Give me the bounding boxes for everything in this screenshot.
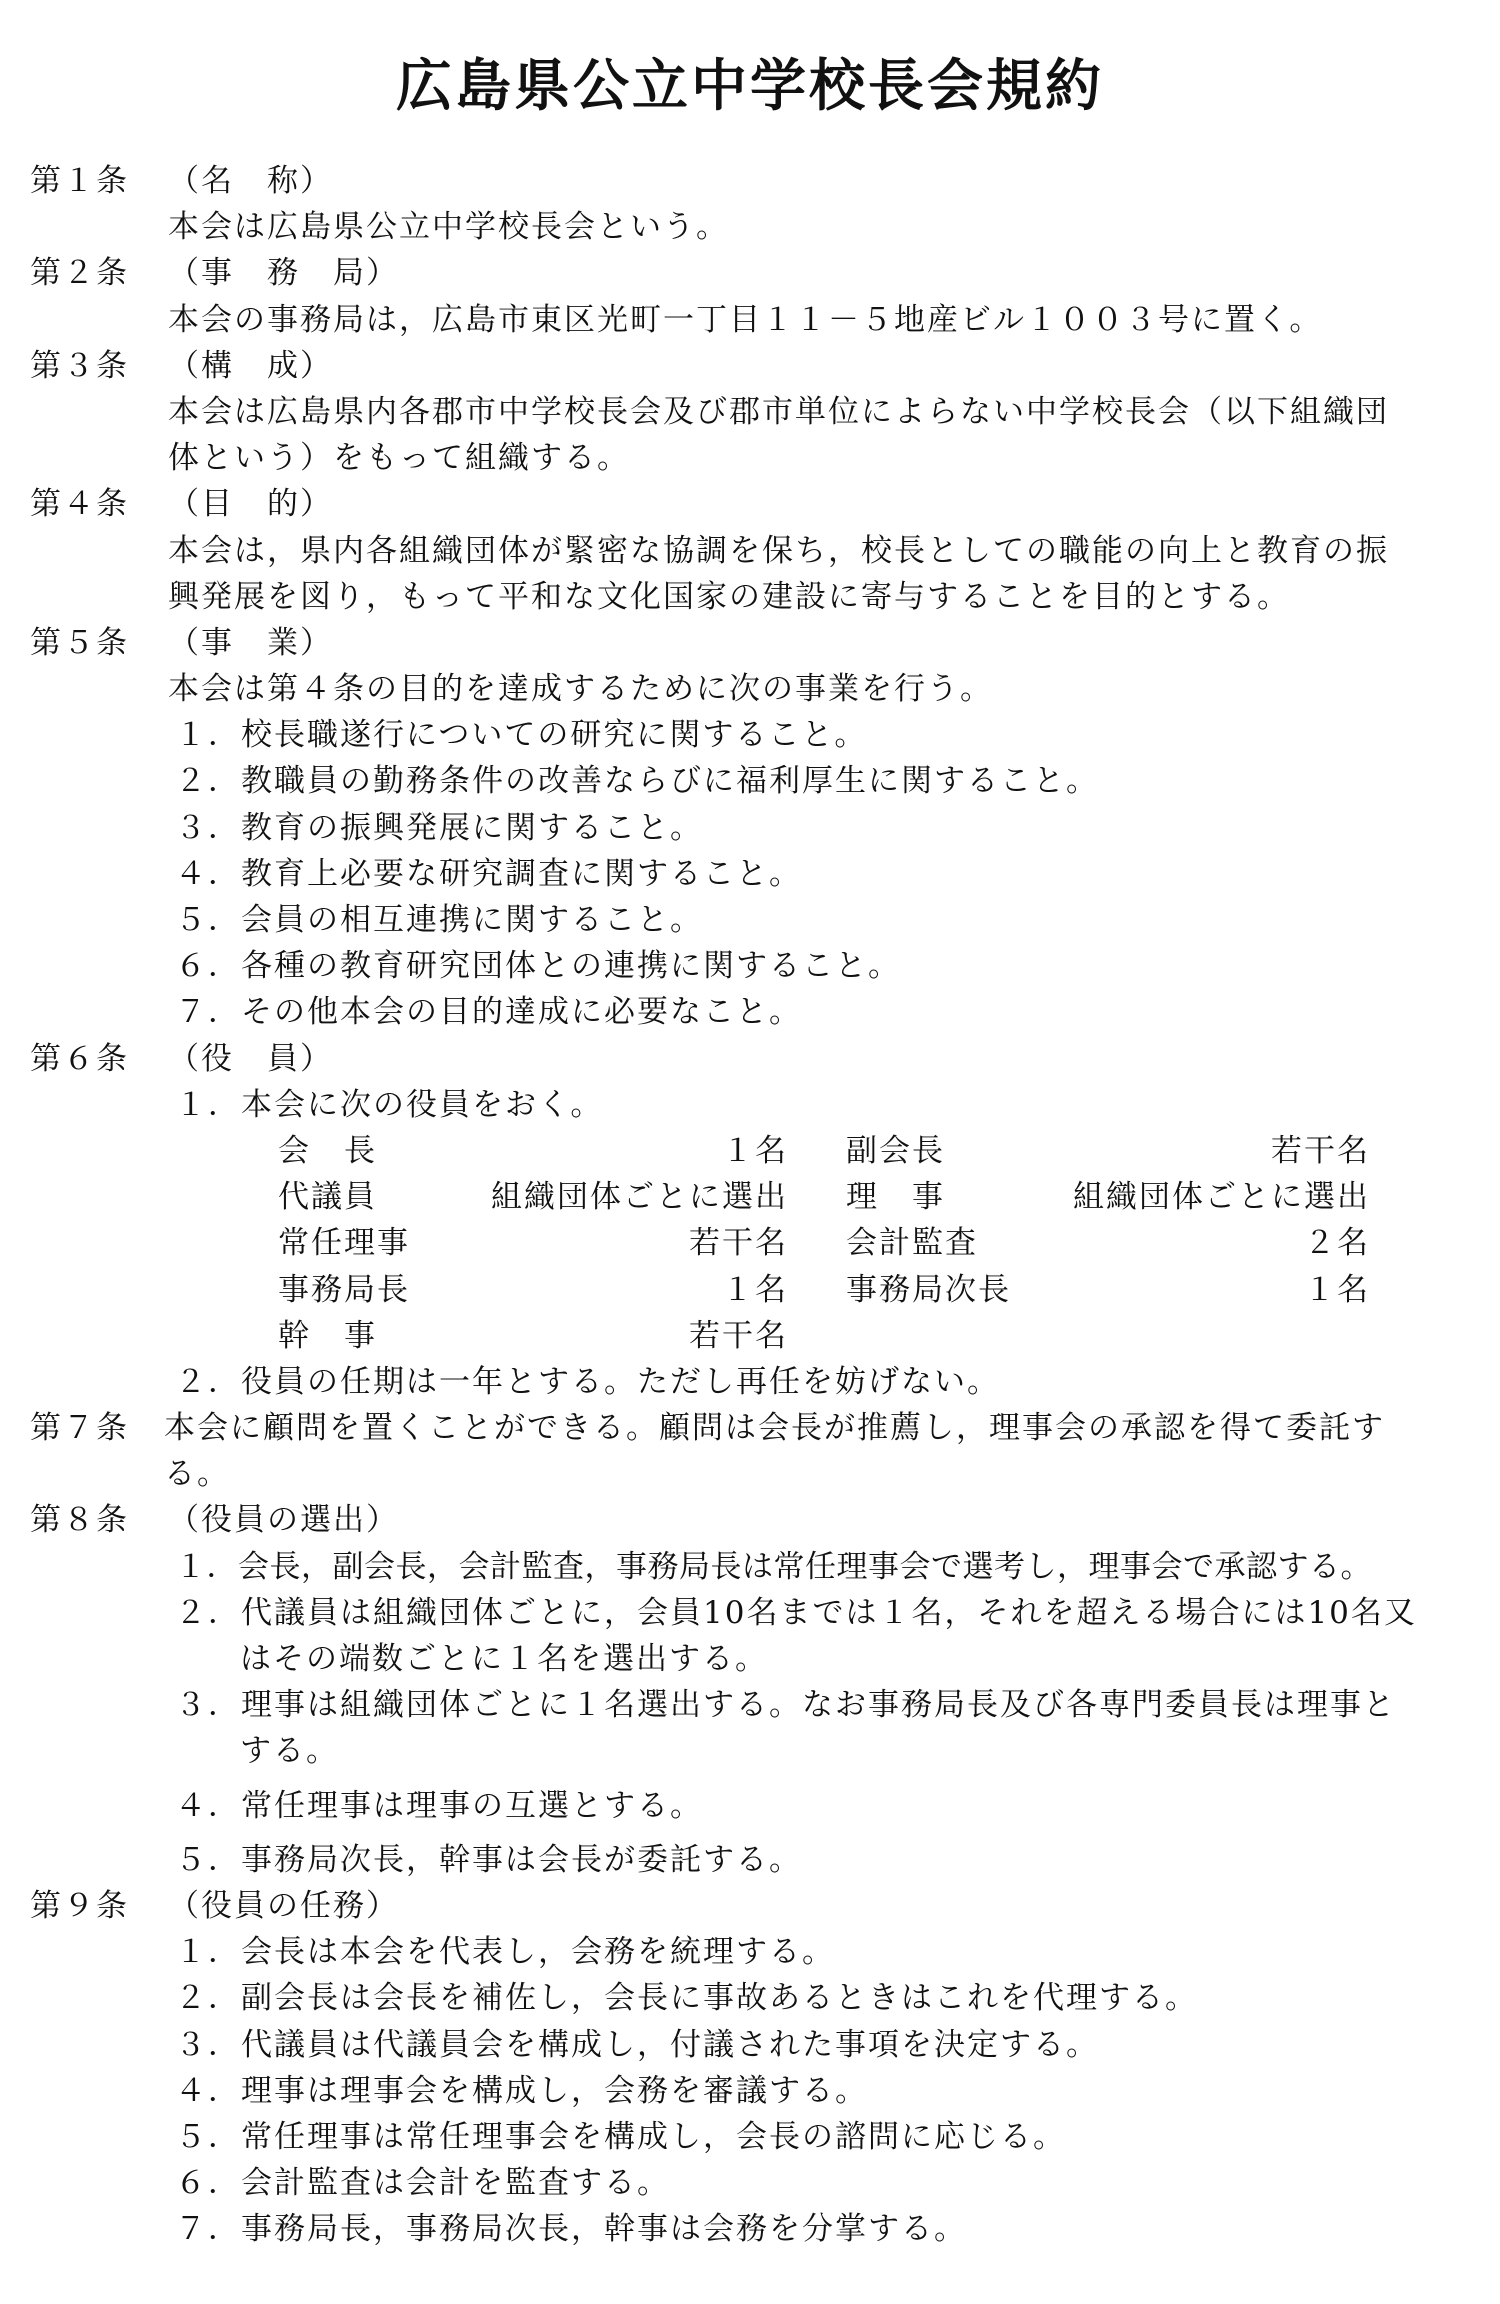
article-1-heading-line bbox=[30, 158, 1470, 204]
article-number: 第４条 bbox=[30, 486, 129, 523]
list-item bbox=[30, 1975, 1470, 2021]
officer-role: 幹 事 bbox=[278, 1317, 377, 1354]
list-item bbox=[30, 1682, 1470, 1728]
list-item-text: １．校長職遂行についての研究に関すること。 bbox=[175, 717, 868, 754]
list-item-text: はその端数ごとに１名を選出する。 bbox=[240, 1641, 768, 1677]
article-4-text-line bbox=[30, 528, 1470, 574]
list-item bbox=[30, 851, 1470, 897]
list-item bbox=[30, 1082, 1470, 1128]
list-item-text: ３．教育の振興発展に関すること。 bbox=[175, 809, 703, 846]
article-7-line bbox=[30, 1451, 1470, 1497]
article-4-text-line bbox=[30, 574, 1470, 620]
article-3-heading-line bbox=[30, 343, 1470, 389]
article-text: 興発展を図り，もって平和な文化国家の建設に寄与することを目的とする。 bbox=[168, 578, 1290, 615]
article-heading: （名 称） bbox=[168, 163, 333, 199]
article-heading: （役員の選出） bbox=[168, 1502, 399, 1539]
article-heading: （事 務 局） bbox=[168, 255, 399, 292]
list-item bbox=[30, 897, 1470, 943]
article-heading: （目 的） bbox=[168, 486, 333, 523]
officer-row bbox=[30, 1313, 1470, 1359]
list-item-text: ７．事務局長，事務局次長，幹事は会務を分掌する。 bbox=[175, 2211, 967, 2248]
list-item-text: ５．会員の相互連携に関すること。 bbox=[175, 902, 703, 938]
list-item-text: １．会長は本会を代表し，会務を統理する。 bbox=[175, 1934, 835, 1971]
article-text: 本会に顧問を置くことができる。顧問は会長が推薦し，理事会の承認を得て委託す bbox=[164, 1410, 1385, 1447]
article-heading: （役 員） bbox=[168, 1040, 333, 1077]
article-number: 第１条 bbox=[30, 163, 129, 199]
article-heading: （役員の任務） bbox=[168, 1887, 399, 1924]
list-item bbox=[30, 2206, 1470, 2252]
list-item-continuation bbox=[30, 1636, 1470, 1682]
list-item-text: ４．理事は理事会を構成し，会務を審議する。 bbox=[175, 2072, 868, 2109]
article-text: 本会は，県内各組織団体が緊密な協調を保ち，校長としての職能の向上と教育の振 bbox=[168, 532, 1389, 569]
list-item bbox=[30, 1837, 1470, 1883]
officer-role: 事務局次長 bbox=[846, 1271, 1011, 1308]
officer-count: １名 bbox=[722, 1271, 788, 1308]
list-item-continuation bbox=[30, 1728, 1470, 1774]
article-6-heading-line bbox=[30, 1036, 1470, 1082]
list-item-text: する。 bbox=[240, 1733, 339, 1770]
officer-role: 代議員 bbox=[278, 1179, 377, 1216]
officer-count: １名 bbox=[722, 1132, 788, 1169]
list-item-text: ４．常任理事は理事の互選とする。 bbox=[175, 1787, 703, 1824]
article-number: 第７条 bbox=[30, 1410, 129, 1447]
list-item-text: ６．会計監査は会計を監査する。 bbox=[175, 2165, 670, 2202]
article-text: る。 bbox=[164, 1456, 230, 1493]
list-item bbox=[30, 2114, 1470, 2160]
article-text: 体という）をもって組織する。 bbox=[168, 440, 630, 477]
officer-count: 若干名 bbox=[1271, 1132, 1370, 1169]
list-item bbox=[30, 1359, 1470, 1405]
officer-row bbox=[30, 1220, 1470, 1266]
article-number: 第２条 bbox=[30, 255, 129, 292]
list-item bbox=[30, 2068, 1470, 2114]
article-4-heading-line bbox=[30, 481, 1470, 527]
article-number: 第５条 bbox=[30, 624, 129, 661]
list-item-text: ２．代議員は組織団体ごとに，会員10名までは１名，それを超える場合には10名又 bbox=[175, 1594, 1417, 1631]
article-5-heading-line bbox=[30, 620, 1470, 666]
article-heading: （事 業） bbox=[168, 624, 333, 661]
list-item-text: ２．役員の任期は一年とする。ただし再任を妨げない。 bbox=[175, 1363, 1000, 1400]
list-item bbox=[30, 1544, 1470, 1590]
officer-count: １名 bbox=[1304, 1271, 1370, 1308]
list-item-text: １．本会に次の役員をおく。 bbox=[175, 1086, 604, 1123]
article-5-intro-line bbox=[30, 666, 1470, 712]
officer-role: 会 長 bbox=[278, 1132, 377, 1169]
officer-row bbox=[30, 1128, 1470, 1174]
list-item bbox=[30, 712, 1470, 758]
list-item bbox=[30, 1783, 1470, 1829]
list-item-text: ３．理事は組織団体ごとに１名選出する。なお事務局長及び各専門委員長は理事と bbox=[175, 1687, 1396, 1724]
list-item-text: ２．教職員の勤務条件の改善ならびに福利厚生に関すること。 bbox=[175, 763, 1099, 800]
article-heading: （構 成） bbox=[168, 347, 333, 384]
officer-role: 理 事 bbox=[846, 1179, 945, 1216]
article-text: 本会は広島県内各郡市中学校長会及び郡市単位によらない中学校長会（以下組織団 bbox=[168, 393, 1389, 430]
article-7-line bbox=[30, 1405, 1470, 1451]
list-item bbox=[30, 1590, 1470, 1636]
officer-row bbox=[30, 1267, 1470, 1313]
article-number: 第６条 bbox=[30, 1040, 129, 1077]
officer-role: 事務局長 bbox=[278, 1271, 410, 1308]
officer-count: 若干名 bbox=[689, 1317, 788, 1354]
list-item bbox=[30, 805, 1470, 851]
article-number: 第３条 bbox=[30, 347, 129, 384]
article-number: 第８条 bbox=[30, 1502, 129, 1539]
list-item bbox=[30, 758, 1470, 804]
list-item bbox=[30, 943, 1470, 989]
list-item-text: ６．各種の教育研究団体との連携に関すること。 bbox=[175, 948, 901, 985]
officer-count: 組織団体ごとに選出 bbox=[491, 1179, 788, 1216]
officer-role: 副会長 bbox=[846, 1132, 945, 1169]
officer-role: 常任理事 bbox=[278, 1225, 410, 1262]
list-item-text: ４．教育上必要な研究調査に関すること。 bbox=[175, 855, 802, 892]
list-item bbox=[30, 1929, 1470, 1975]
officer-role: 会計監査 bbox=[846, 1225, 978, 1262]
list-item bbox=[30, 989, 1470, 1035]
list-item-text: ２．副会長は会長を補佐し，会長に事故あるときはこれを代理する。 bbox=[175, 1980, 1198, 2017]
list-item bbox=[30, 2160, 1470, 2206]
list-item-text: ５．事務局次長，幹事は会長が委託する。 bbox=[175, 1841, 802, 1878]
officer-count: ２名 bbox=[1304, 1225, 1370, 1262]
list-item-text: １．会長，副会長，会計監査，事務局長は常任理事会で選考し，理事会で承認する。 bbox=[175, 1548, 1372, 1585]
document-title: 広島県公立中学校長会規約 bbox=[396, 53, 1104, 119]
article-text: 本会は広島県公立中学校長会という。 bbox=[168, 209, 729, 246]
officer-row bbox=[30, 1174, 1470, 1220]
article-9-heading-line bbox=[30, 1883, 1470, 1929]
article-3-text-line bbox=[30, 389, 1470, 435]
list-item-text: ７．その他本会の目的達成に必要なこと。 bbox=[175, 994, 802, 1031]
officer-count: 若干名 bbox=[689, 1225, 788, 1262]
article-text: 本会は第４条の目的を達成するために次の事業を行う。 bbox=[168, 671, 993, 708]
document-body bbox=[30, 158, 1470, 2252]
article-2-text-line bbox=[30, 297, 1470, 343]
article-2-heading-line bbox=[30, 250, 1470, 296]
officer-count: 組織団体ごとに選出 bbox=[1073, 1179, 1370, 1216]
list-item bbox=[30, 2022, 1470, 2068]
article-1-text-line bbox=[30, 204, 1470, 250]
list-item-text: ３．代議員は代議員会を構成し，付議された事項を決定する。 bbox=[175, 2026, 1099, 2063]
article-8-heading-line bbox=[30, 1497, 1470, 1543]
article-number: 第９条 bbox=[30, 1887, 129, 1924]
article-text: 本会の事務局は，広島市東区光町一丁目１１－５地産ビル１００３号に置く。 bbox=[168, 301, 1323, 338]
list-item-text: ５．常任理事は常任理事会を構成し，会長の諮問に応じる。 bbox=[175, 2118, 1066, 2155]
article-3-text-line bbox=[30, 435, 1470, 481]
